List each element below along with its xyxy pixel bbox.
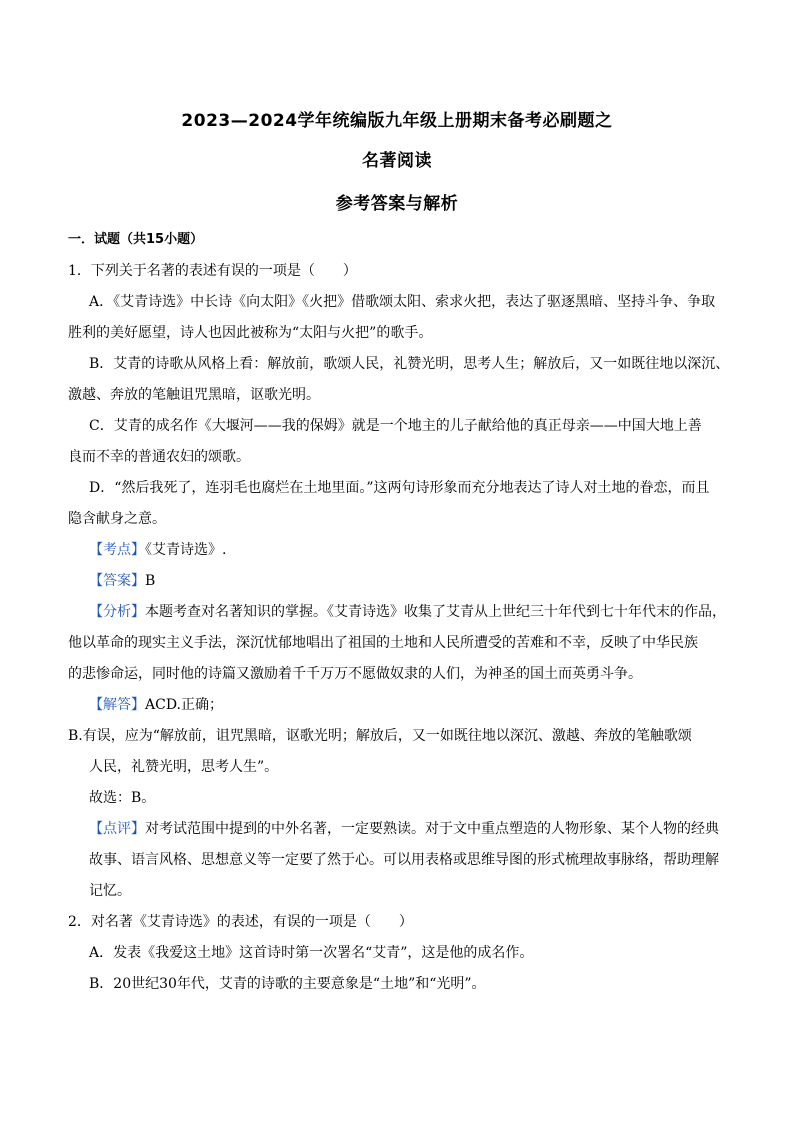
analysis-text: 本题考查对名著知识的掌握。《艾青诗选》收集了艾青从上世纪三十年代到七十年代末的作品， <box>145 604 726 620</box>
q1-option-a-line1: A．《艾青诗选》中长诗《向太阳》《火把》借歌颂太阳、索求火把，表达了驱逐黑暗、坚持斗争、争取 <box>89 294 716 310</box>
question-1-stem: 1．下列关于名著的表述有误的一项是（ ） <box>68 263 357 279</box>
solution-tag: 【解答】 <box>89 697 145 713</box>
q1-analysis-line1 <box>68 597 730 628</box>
q1-option-c-line2: 良而不幸的普通农妇的颂歌。 <box>68 449 250 465</box>
q1-comment-line3: 记忆。 <box>89 883 131 899</box>
q1-kaodian <box>68 535 730 566</box>
q1-comment-line2: 故事、语言风格、思想意义等一定要了然于心。可以用表格或思维导图的形式梳理故事脉络，帮助理解 <box>89 852 719 868</box>
q1-option-c-line1: C．艾青的成名作《大堰河——我的保姆》就是一个地主的儿子献给他的真正母亲——中国大地上善 <box>89 418 702 434</box>
q2-option-a: A．发表《我爱这土地》这首诗时第一次署名“艾青”，这是他的成名作。 <box>89 945 534 961</box>
kaodian-tag: 【考点】 <box>89 542 145 558</box>
kaodian-text: 《艾青诗选》. <box>145 542 227 558</box>
section-heading: 一．试题（共15小题） <box>68 232 204 247</box>
q1-choice: 故选：B。 <box>89 790 156 806</box>
comment-text: 对考试范围中提到的中外名著，一定要熟读。对于文中重点塑造的人物形象、某个人物的经典 <box>145 821 719 837</box>
analysis-tag: 【分析】 <box>89 604 145 620</box>
q1-option-a-line2: 胜利的美好愿望，诗人也因此被称为“太阳与火把”的歌手。 <box>68 325 433 341</box>
q1-option-b-line2: 激越、奔放的笔触诅咒黑暗，讴歌光明。 <box>68 387 320 403</box>
question-2 <box>68 907 730 1000</box>
q1-solution-b-line2: 人民，礼赞光明，思考人生”。 <box>89 759 279 775</box>
q1-solution-b-line1: B.有误，应为“解放前，诅咒黑暗，讴歌光明；解放后，又一如既往地以深沉、激越、奔放的笔触歌颂 <box>68 728 692 744</box>
q1-option-d-line1: D．“然后我死了，连羽毛也腐烂在土地里面。”这两句诗形象而充分地表达了诗人对土地的眷恋，而且 <box>89 480 710 496</box>
answer-text: B <box>145 573 156 589</box>
q1-answer <box>68 566 730 597</box>
comment-tag: 【点评】 <box>89 821 145 837</box>
solution-text: ACD.正确； <box>145 697 223 713</box>
q1-option-d-line2: 隐含献身之意。 <box>68 511 166 527</box>
q1-solution <box>68 690 730 721</box>
page-title: 2023—2024学年统编版九年级上册期末备考必刷题之 <box>181 111 613 131</box>
q2-option-b: B．20世纪30年代，艾青的诗歌的主要意象是“土地”和“光明”。 <box>89 976 486 992</box>
page-subtitle: 名著阅读 <box>362 151 432 171</box>
q1-analysis-line3: 的悲惨命运，同时他的诗篇又激励着千千万万不愿做奴隶的人们，为神圣的国土而英勇斗争。 <box>68 666 642 682</box>
q1-analysis-line2: 他以革命的现实主义手法，深沉忧郁地唱出了祖国的土地和人民所遭受的苦难和不幸，反映了中华民族 <box>68 635 698 651</box>
document-body <box>68 228 730 1000</box>
question-1 <box>68 256 730 907</box>
answer-tag: 【答案】 <box>89 573 145 589</box>
question-2-stem: 2．对名著《艾青诗选》的表述，有误的一项是（ ） <box>68 914 413 930</box>
page-subtitle-answers: 参考答案与解析 <box>335 194 459 214</box>
q1-comment-line1 <box>68 814 730 845</box>
q1-option-b-line1: B．艾青的诗歌从风格上看：解放前，歌颂人民，礼赞光明，思考人生；解放后，又一如既往地以深沉、 <box>89 356 730 372</box>
